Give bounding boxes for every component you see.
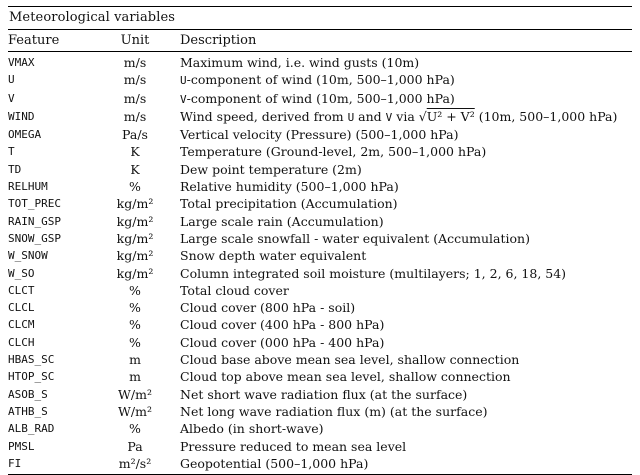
unit-cell: m <box>129 352 141 368</box>
unit-cell: % <box>129 334 141 350</box>
unit-cell: m/s <box>123 55 147 70</box>
description-cell: Albedo (in short-wave) <box>180 421 324 437</box>
feature-cell: ASOB_S <box>8 387 48 401</box>
feature-cell: RAIN_GSP <box>8 214 61 228</box>
table-row <box>8 52 632 72</box>
table-row <box>8 455 632 475</box>
description-cell: Vertical velocity (Pressure) (500–1,000 hPa) <box>180 127 459 143</box>
table-row <box>8 161 632 178</box>
description-cell: Net short wave radiation flux (at the surface) <box>180 386 468 402</box>
feature-cell: CLCH <box>8 335 35 349</box>
description-cell: Cloud top above mean sea level, shallow connection <box>180 369 511 385</box>
table-row <box>8 438 632 455</box>
feature-cell: HBAS_SC <box>8 353 55 367</box>
variable-name: V <box>385 110 393 124</box>
description-cell: Wind speed, derived from U and V via √U² + V² (10m, 500–1,000 hPa) <box>180 108 618 124</box>
feature-cell: ALB_RAD <box>8 422 55 436</box>
column-header-unit: Unit <box>100 30 170 52</box>
feature-cell: TOT_PREC <box>8 197 61 211</box>
feature-cell: SNOW_GSP <box>8 231 61 245</box>
feature-cell: W_SO <box>8 266 35 280</box>
description-cell: Large scale rain (Accumulation) <box>180 213 384 229</box>
table-row <box>8 351 632 368</box>
header-row <box>8 30 632 52</box>
unit-cell: % <box>129 282 141 298</box>
description-cell: Cloud base above mean sea level, shallow connection <box>180 352 520 368</box>
unit-cell: W/m² <box>118 386 152 402</box>
table-row <box>8 420 632 437</box>
unit-cell: % <box>129 179 141 195</box>
feature-cell: V <box>8 91 15 105</box>
feature-cell: HTOP_SC <box>8 370 55 384</box>
unit-cell: W/m² <box>118 403 152 419</box>
meteorological-variables-table <box>8 29 632 475</box>
column-header-feature: Feature <box>8 30 100 52</box>
table-row <box>8 247 632 264</box>
table-row <box>8 143 632 160</box>
table-row <box>8 368 632 385</box>
feature-cell: TD <box>8 162 22 176</box>
variable-name: U <box>347 110 355 124</box>
table-row <box>8 316 632 333</box>
table-header <box>8 30 632 52</box>
feature-cell: CLCM <box>8 318 35 332</box>
variable-name: U <box>180 74 187 88</box>
unit-cell: % <box>129 300 141 316</box>
feature-cell: RELHUM <box>8 180 48 194</box>
unit-cell: m/s <box>123 108 147 124</box>
feature-cell: ATHB_S <box>8 404 48 418</box>
feature-cell: PMSL <box>8 439 35 453</box>
unit-cell: % <box>129 421 141 437</box>
variable-name: V <box>180 92 187 106</box>
unit-cell: m/s <box>123 72 147 88</box>
unit-cell: K <box>130 144 140 160</box>
description-cell: V-component of wind (10m, 500–1,000 hPa) <box>180 90 455 106</box>
unit-cell: K <box>130 161 140 177</box>
description-cell: Column integrated soil moisture (multilayers; 1, 2, 6, 18, 54) <box>180 265 567 281</box>
unit-cell: % <box>129 317 141 333</box>
column-header-description: Description <box>170 30 632 52</box>
table-row <box>8 403 632 420</box>
table-row <box>8 334 632 351</box>
description-cell: U-component of wind (10m, 500–1,000 hPa) <box>180 72 455 88</box>
feature-cell: FI <box>8 455 100 475</box>
feature-cell: WIND <box>8 109 35 123</box>
table-row <box>8 71 632 89</box>
table-row <box>8 265 632 282</box>
feature-cell: W_SNOW <box>8 249 48 263</box>
description-cell: Snow depth water equivalent <box>180 248 367 264</box>
table-row <box>8 126 632 143</box>
table-row <box>8 230 632 247</box>
feature-cell: T <box>8 145 15 159</box>
unit-cell: kg/m² <box>116 230 154 246</box>
unit-cell: kg/m² <box>116 248 154 264</box>
feature-cell: VMAX <box>8 56 35 69</box>
unit-cell: Pa <box>127 438 143 454</box>
table-row <box>8 213 632 230</box>
table-row <box>8 299 632 316</box>
description-cell: Pressure reduced to mean sea level <box>180 438 407 454</box>
radicand: U² + V² <box>426 108 475 124</box>
feature-cell: CLCT <box>8 283 35 297</box>
description-cell: Temperature (Ground-level, 2m, 500–1,000 hPa) <box>180 144 487 160</box>
unit-cell: kg/m² <box>116 196 154 212</box>
unit-cell: kg/m² <box>116 265 154 281</box>
unit-cell: Pa/s <box>122 127 148 143</box>
description-cell: Net long wave radiation flux (m) (at the surface) <box>180 403 488 419</box>
unit-cell: m²/s² <box>100 455 170 475</box>
description-cell: Total precipitation (Accumulation) <box>180 196 398 212</box>
feature-cell: OMEGA <box>8 128 42 142</box>
table-title: Meteorological variables <box>9 10 176 25</box>
description-cell: Dew point temperature (2m) <box>180 161 362 177</box>
unit-cell: m <box>129 369 141 385</box>
unit-cell: kg/m² <box>116 213 154 229</box>
table-row <box>8 178 632 195</box>
table-row <box>8 282 632 299</box>
description-cell: Relative humidity (500–1,000 hPa) <box>180 179 399 195</box>
table-row <box>8 90 632 108</box>
feature-cell: U <box>8 73 15 87</box>
unit-cell: m/s <box>123 90 147 106</box>
description-cell: Cloud cover (400 hPa - 800 hPa) <box>180 317 385 333</box>
description-cell: Total cloud cover <box>180 282 289 298</box>
description-cell: Cloud cover (000 hPa - 400 hPa) <box>180 334 385 350</box>
feature-cell: CLCL <box>8 301 35 315</box>
table-body <box>8 52 632 475</box>
table-row <box>8 386 632 403</box>
table-row <box>8 195 632 212</box>
description-cell: Cloud cover (800 hPa - soil) <box>180 300 356 316</box>
description-cell: Large scale snowfall - water equivalent (Accumulation) <box>180 230 530 246</box>
table-row <box>8 108 632 126</box>
description-cell: Geopotential (500–1,000 hPa) <box>170 455 632 475</box>
description-cell: Maximum wind, i.e. wind gusts (10m) <box>180 55 420 70</box>
